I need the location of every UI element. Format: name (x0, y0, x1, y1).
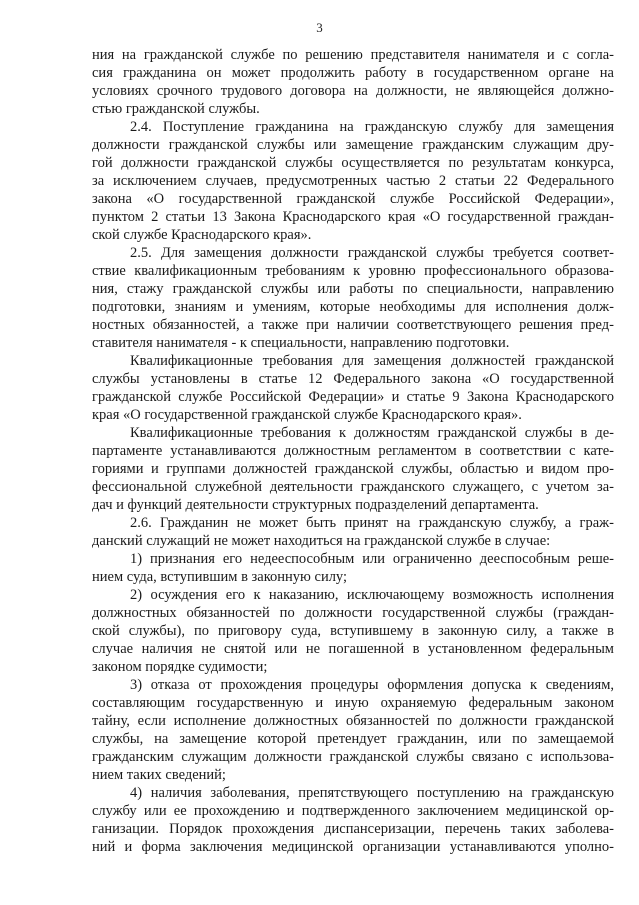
text-line: 4) наличия заболевания, препятствующего поступлению на гражданскую (130, 785, 614, 801)
page-number: 3 (316, 20, 323, 35)
text-line: 1) признания его недееспособным или ограниченно дееспособным реше- (130, 551, 614, 567)
text-line: дач и функций деятельности структурных подразделений департамента. (92, 497, 539, 513)
text-line: законом порядке судимости; (92, 659, 268, 675)
document-body (92, 46, 614, 856)
text-line: партаменте устанавливаются должностным регламентом в соответствии с кате- (92, 443, 614, 459)
text-line: сия гражданина он может продолжить работу в государственном органе на (92, 65, 614, 81)
text-line: фессиональной служебной деятельности гражданского служащего, с учетом за- (92, 479, 614, 495)
text-line: данский служащий не может находиться на гражданской службе в случае: (92, 533, 551, 549)
text-line: 2.6. Гражданин не может быть принят на гражданскую службу, а граж- (130, 515, 614, 531)
text-line: Квалификационные требования для замещения должностей гражданской (130, 353, 614, 369)
paragraph-qualification-requirements (92, 352, 614, 424)
text-line: гражданской службе Российской Федерации» и статье 9 Закона Краснодарского (92, 389, 614, 405)
text-line: гориями и группами должностей гражданской службы, областью и видом про- (92, 461, 614, 477)
text-line: гой должности гражданской службы осуществляется по результатам конкурса, (92, 155, 614, 171)
list-item-2 (92, 586, 614, 676)
text-line: ний и форма заключения медицинской организации устанавливаются уполно- (92, 839, 614, 855)
text-line: края «О государственной гражданской службе Краснодарского края». (92, 407, 522, 423)
paragraph-department-requirements (92, 424, 614, 514)
text-line: ганизации. Порядок прохождения диспансеризации, перечень таких заболева- (92, 821, 614, 837)
paragraph-continuation (92, 46, 614, 118)
text-line: тайну, если исполнение должностных обязанностей по должности гражданской (92, 713, 614, 729)
text-line: стью гражданской службы. (92, 101, 260, 117)
paragraph-2-6 (92, 514, 614, 550)
text-line: закона «О государственной гражданской службе Российской Федерации», (92, 191, 614, 207)
text-line: нием таких сведений; (92, 767, 226, 783)
text-line: 3) отказа от прохождения процедуры оформления допуска к сведениям, (130, 677, 614, 693)
list-item-3 (92, 676, 614, 784)
text-line: ния на гражданской службе по решению представителя нанимателя и с согла- (92, 47, 614, 63)
text-line: службы установлены в статье 12 Федерального закона «О государственной (92, 371, 614, 387)
text-line: нием суда, вступившим в законную силу; (92, 569, 348, 585)
text-line: случае наличия не снятой или не погашенной в установленном федеральным (92, 641, 614, 657)
text-line: службы, на замещение которой претендует гражданин, или по замещаемой (92, 731, 614, 747)
text-line: службу или ее прохождению и подтвержденного заключением медицинской ор- (92, 803, 614, 819)
text-line: 2) осуждения его к наказанию, исключающему возможность исполнения (130, 587, 614, 603)
paragraph-2-4 (92, 118, 614, 244)
text-line: 2.4. Поступление гражданина на гражданскую службу для замещения (130, 119, 614, 135)
text-line: подготовки, знаниям и умениям, которые необходимы для исполнения долж- (92, 299, 614, 315)
text-line: пунктом 2 статьи 13 Закона Краснодарского края «О государственной граждан- (92, 209, 614, 225)
list-item-4 (92, 784, 614, 856)
text-line: за исключением случаев, предусмотренных частью 2 статьи 22 Федерального (92, 173, 614, 189)
text-line: ской службы), по приговору суда, вступившему в законную силу, а также в (92, 623, 614, 639)
text-line: ностных обязанностей, а также при наличии соответствующего решения пред- (92, 317, 614, 333)
text-line: должности гражданской службы или замещение гражданским служащим дру- (92, 137, 614, 153)
text-line: условиях срочного трудового договора на должности, не являющейся должно- (92, 83, 614, 99)
text-line: Квалификационные требования к должностям гражданской службы в де- (130, 425, 614, 441)
text-line: ствие квалификационным требованиям к уровню профессионального образова- (92, 263, 614, 279)
text-line: гражданским служащим должности гражданской службы связано с использова- (92, 749, 614, 765)
text-line: ставителя нанимателя - к специальности, направлению подготовки. (92, 335, 510, 351)
text-line: 2.5. Для замещения должности гражданской службы требуется соответ- (130, 245, 614, 261)
text-line: должностных обязанностей по должности государственной службы (граждан- (92, 605, 614, 621)
paragraph-2-5 (92, 244, 614, 352)
text-line: ния, стажу гражданской службы или работы по специальности, направлению (92, 281, 614, 297)
text-line: составляющим государственную и иную охраняемую федеральным законом (92, 695, 614, 711)
text-line: ской службе Краснодарского края». (92, 227, 312, 243)
list-item-1 (92, 550, 614, 586)
